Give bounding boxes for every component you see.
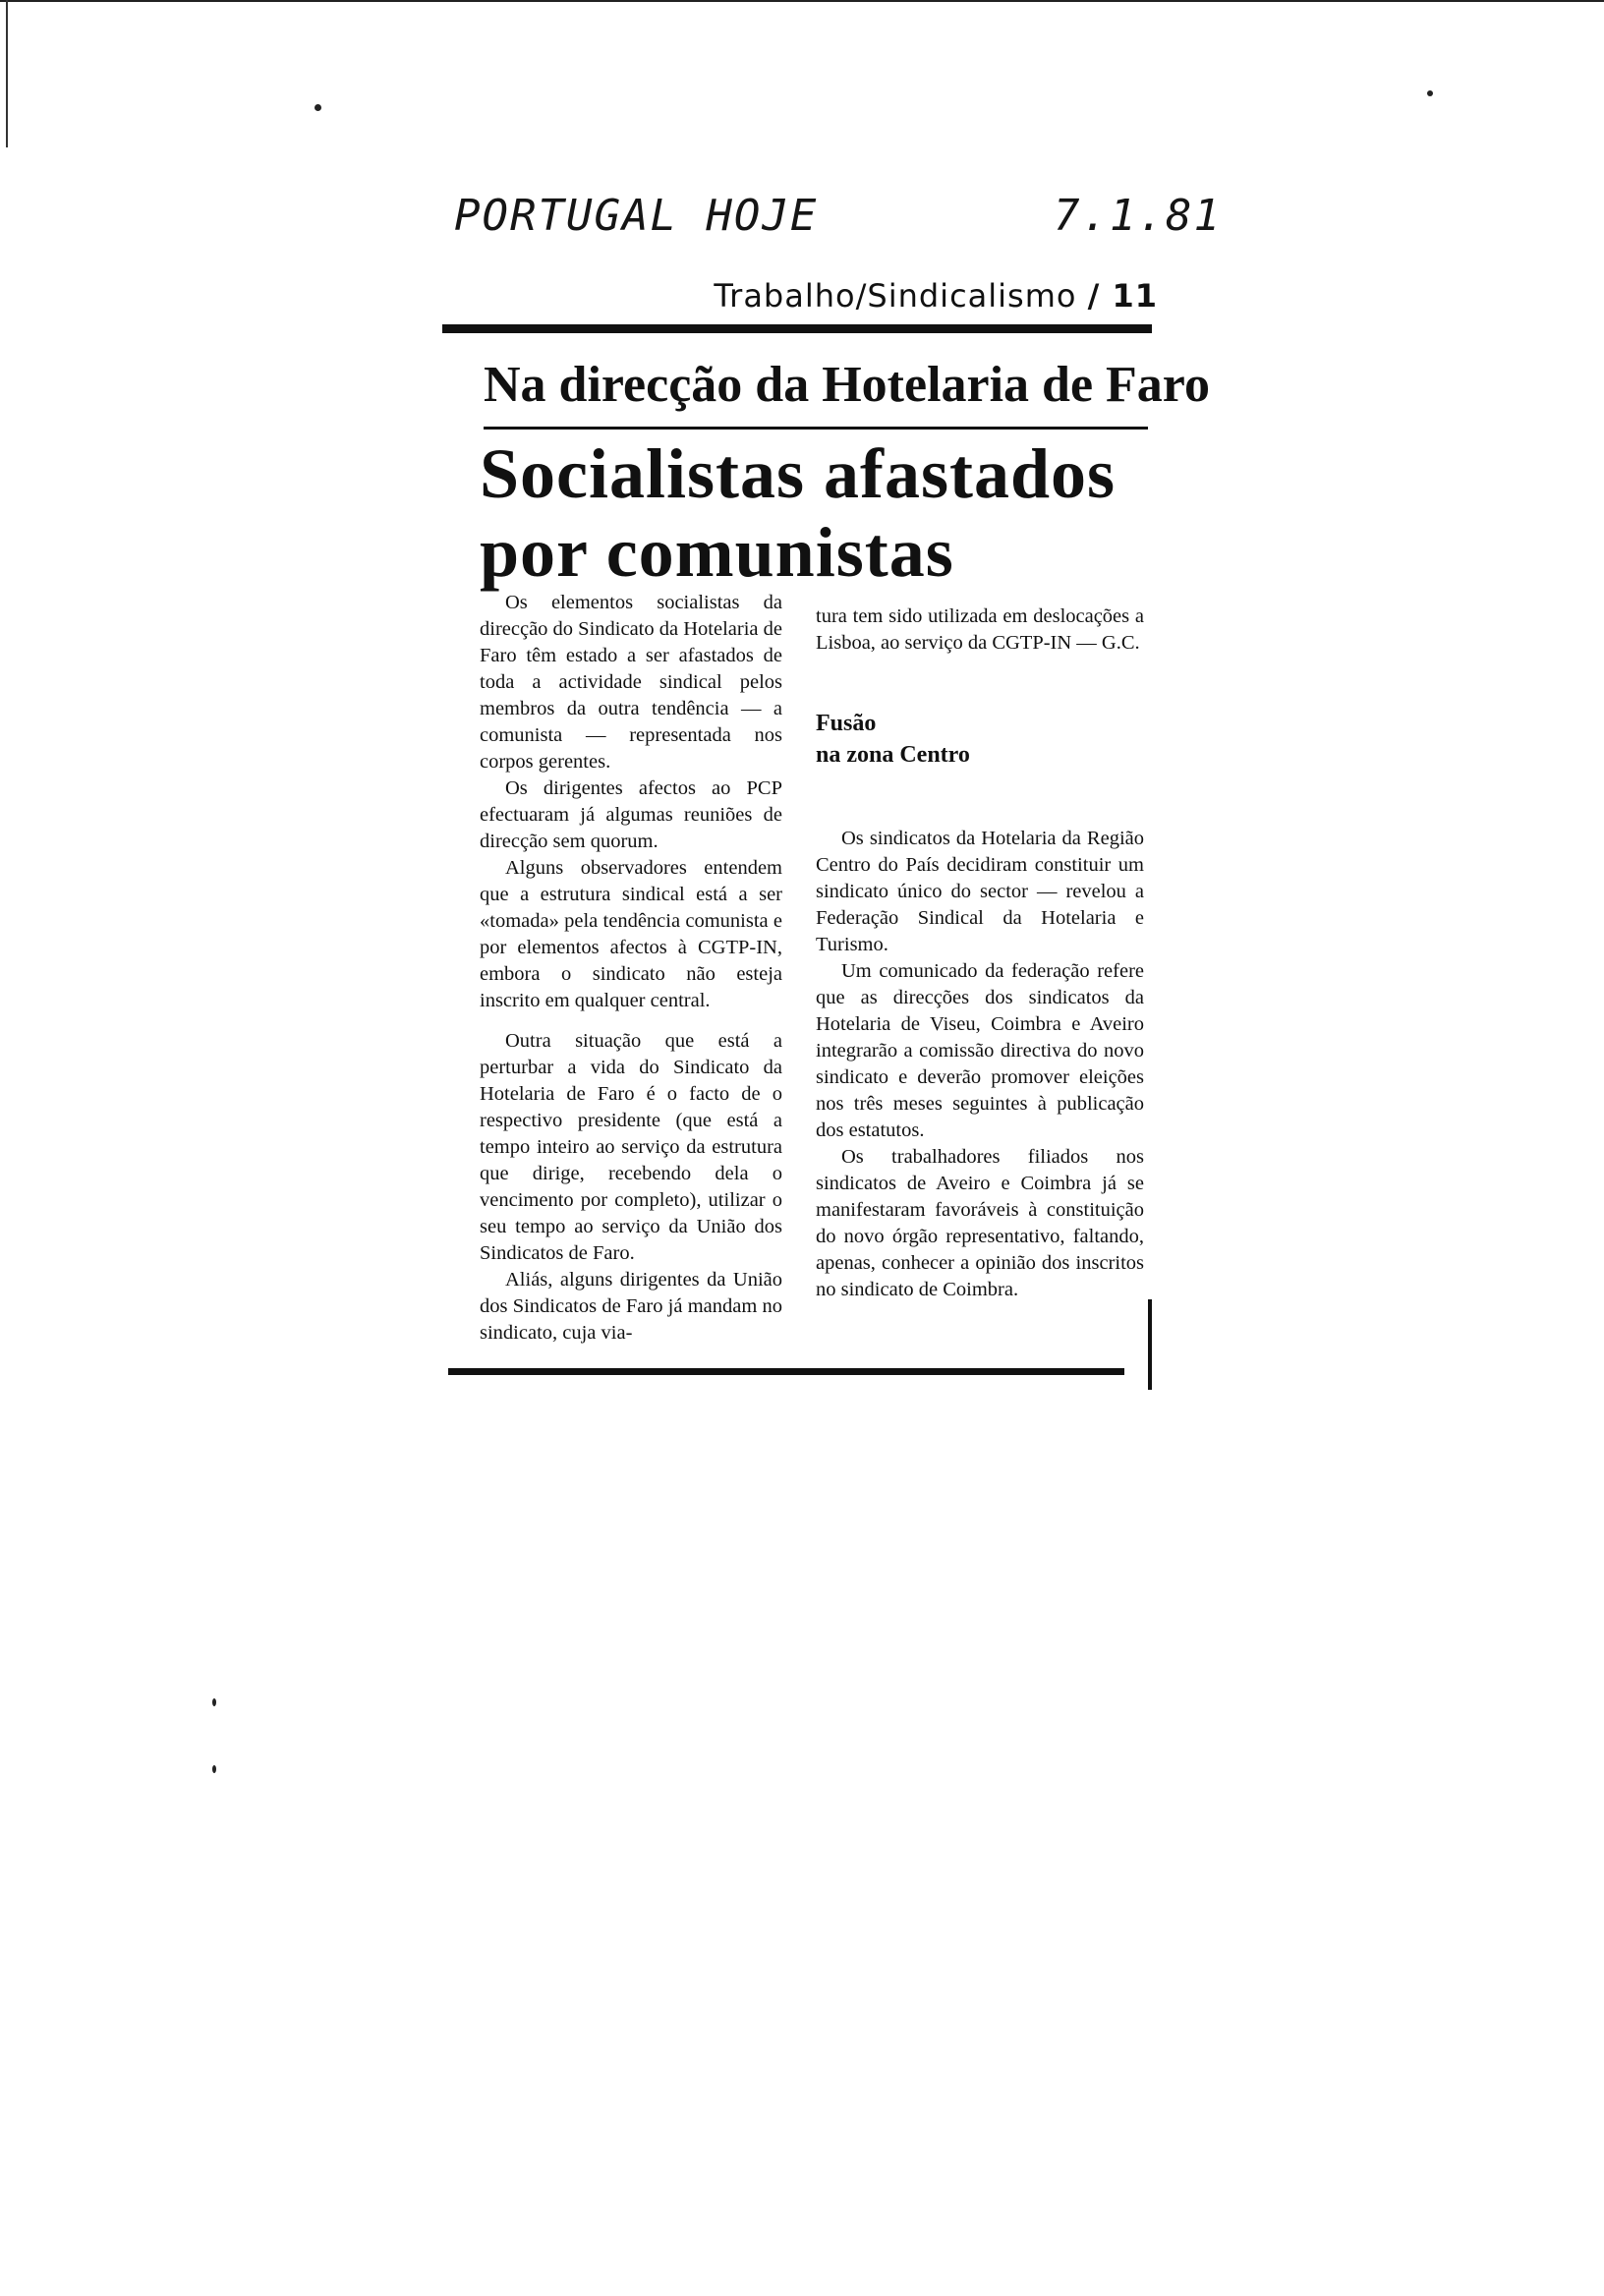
- handwritten-paper-name: PORTUGAL HOJE: [454, 191, 819, 241]
- paragraph: Outra situação que está a perturbar a vida do Sindicato da Hotelaria de Faro é o facto de o respectivo presidente (que está a tempo inteiro ao serviço da estrutura que dirige, recebendo dela o vencimento por completo), utilizar o seu tempo ao serviço da União dos Sindicatos de Faro.: [480, 1030, 782, 1264]
- article-column-1: [480, 590, 782, 1347]
- scan-speck: [1427, 90, 1433, 96]
- scan-speck: [212, 1765, 216, 1773]
- page-number: / 11: [1087, 277, 1158, 315]
- article-column-2: [816, 603, 1144, 1303]
- scan-speck: [212, 1698, 216, 1706]
- subheading-line-1: Fusão: [816, 711, 877, 736]
- kicker-rule: [484, 427, 1148, 430]
- bottom-rule: [448, 1368, 1124, 1375]
- top-rule: [442, 324, 1152, 333]
- paragraph: Os dirigentes afectos ao PCP efectuaram já algumas reuniões de direcção sem quorum.: [480, 777, 782, 852]
- paragraph: tura tem sido utilizada em deslocações a Lisboa, ao serviço da CGTP-IN — G.C.: [816, 605, 1144, 654]
- side-rule: [1148, 1299, 1152, 1390]
- scan-edge-top: [0, 0, 1604, 10]
- article-headline: [480, 434, 1168, 592]
- subheading-line-2: na zona Centro: [816, 742, 970, 768]
- paragraph: Alguns observadores entendem que a estrutura sindical está a ser «tomada» pela tendência comunista e por elementos afectos à CGTP-IN, embora o sindicato não esteja inscrito em qualquer central.: [480, 857, 782, 1011]
- paragraph: Os sindicatos da Hotelaria da Região Centro do País decidiram constituir um sindicato único do sector — revelou a Federação Sindical da Hotelaria e Turismo.: [816, 828, 1144, 955]
- subheading: [816, 708, 1144, 771]
- paragraph: Os elementos socialistas da direcção do Sindicato da Hotelaria de Faro têm estado a ser afastados de toda a actividade sindical pelos membros da outra tendência — a comunista — representada nos corpos gerentes.: [480, 592, 782, 773]
- paragraph: Aliás, alguns dirigentes da União dos Sindicatos de Faro já mandam no sindicato, cuja via-: [480, 1269, 782, 1344]
- handwritten-date: 7.1.81: [1054, 191, 1222, 241]
- section-name: Trabalho/Sindicalismo: [714, 277, 1077, 315]
- paragraph: Os trabalhadores filiados nos sindicatos de Aveiro e Coimbra já se manifestaram favoráveis à constituição do novo órgão representativo, faltando, apenas, conhecer a opinião dos inscritos no sindicato de Coimbra.: [816, 1146, 1144, 1300]
- section-header: [657, 277, 1158, 315]
- scan-edge-left: [6, 0, 8, 147]
- article-kicker: Na direcção da Hotelaria de Faro: [484, 357, 1210, 413]
- paragraph: Um comunicado da federação refere que as direcções dos sindicatos da Hotelaria de Viseu, Coimbra e Aveiro integrarão a comissão directiva do novo sindicato e deverão promover eleições nos três meses seguintes à publicação dos estatutos.: [816, 960, 1144, 1141]
- handwritten-annotation: [454, 181, 1221, 259]
- headline-line-2: por comunistas: [480, 513, 954, 592]
- headline-line-1: Socialistas afastados: [480, 434, 1117, 513]
- scan-speck: [315, 104, 321, 111]
